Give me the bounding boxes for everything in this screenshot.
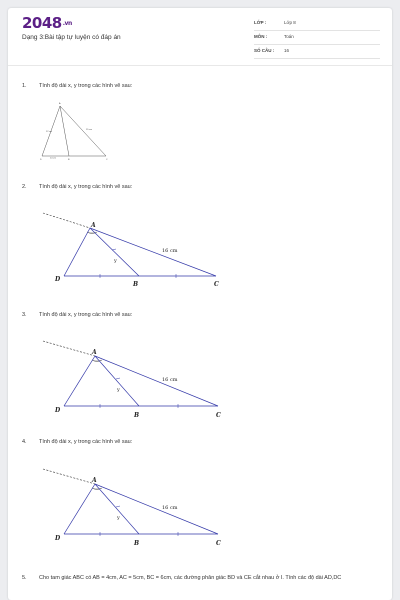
worksheet (8, 8, 392, 600)
q4-label-b: B (134, 540, 140, 547)
figure-q3 (38, 333, 228, 418)
question-number: 4. (22, 439, 27, 445)
q4-label-c: C (216, 540, 221, 547)
q3-label-b: B (134, 412, 140, 419)
figure-q2 (38, 203, 228, 288)
q1-label-len1: 12 cm (46, 131, 52, 133)
meta-grade (254, 17, 380, 31)
q1-label-c: C (106, 159, 108, 161)
q2-label-length: 16 cm (162, 248, 178, 254)
q1-label-len2: 15 cm (86, 129, 92, 131)
q3-label-d: D (55, 407, 61, 414)
question-number: 5. (22, 575, 27, 581)
site-logo[interactable]: 2048.vn (22, 14, 72, 32)
q3-label-length: 16 cm (162, 377, 178, 383)
figure-q1 (36, 100, 116, 160)
meta-grade-key: LỚP : (254, 20, 267, 25)
figure-q4 (38, 461, 228, 546)
q2-label-y: y (114, 258, 117, 264)
meta-grade-value: Lớp 8 (284, 20, 296, 25)
meta-count (254, 45, 380, 59)
q4-label-length: 16 cm (162, 505, 178, 511)
meta-count-value: 16 (284, 48, 290, 53)
q4-label-y: y (117, 515, 120, 521)
q3-label-a: A (92, 349, 97, 356)
q4-label-d: D (55, 535, 61, 542)
question-text: Tính độ dài x, y trong các hình vẽ sau: (39, 184, 133, 190)
page-title: Dạng 3:Bài tập tự luyện có đáp án (22, 34, 121, 41)
question-text: Tính độ dài x, y trong các hình vẽ sau: (39, 83, 133, 89)
q3-label-c: C (216, 412, 221, 419)
q1-label-a: A (59, 103, 61, 105)
q2-label-a: A (91, 222, 96, 229)
question-text: Tính độ dài x, y trong các hình vẽ sau: (39, 312, 133, 318)
q1-label-d: D (40, 159, 42, 161)
question-text: Tính độ dài x, y trong các hình vẽ sau: (39, 439, 133, 445)
question-number: 3. (22, 312, 27, 318)
q1-label-len3: 14 cm (50, 157, 56, 160)
question-number: 1. (22, 83, 27, 89)
q3-label-y: y (117, 387, 120, 393)
q2-label-b: B (133, 281, 139, 288)
meta-count-key: SỐ CÂU : (254, 48, 275, 53)
q2-label-d: D (55, 276, 61, 283)
meta-subject (254, 31, 380, 45)
header-divider (8, 65, 392, 66)
q1-label-b: B (68, 159, 70, 161)
question-number: 2. (22, 184, 27, 190)
meta-subject-key: MÔN : (254, 34, 268, 39)
meta-subject-value: Toán (284, 34, 294, 39)
q2-label-c: C (214, 281, 219, 288)
q4-label-a: A (92, 477, 97, 484)
question-text: Cho tam giác ABC có AB = 4cm, AC = 5cm, BC = 6cm, các đường phân giác BD và CE cắt nhau ở I. Tính các độ dài AD,DC (39, 575, 342, 581)
